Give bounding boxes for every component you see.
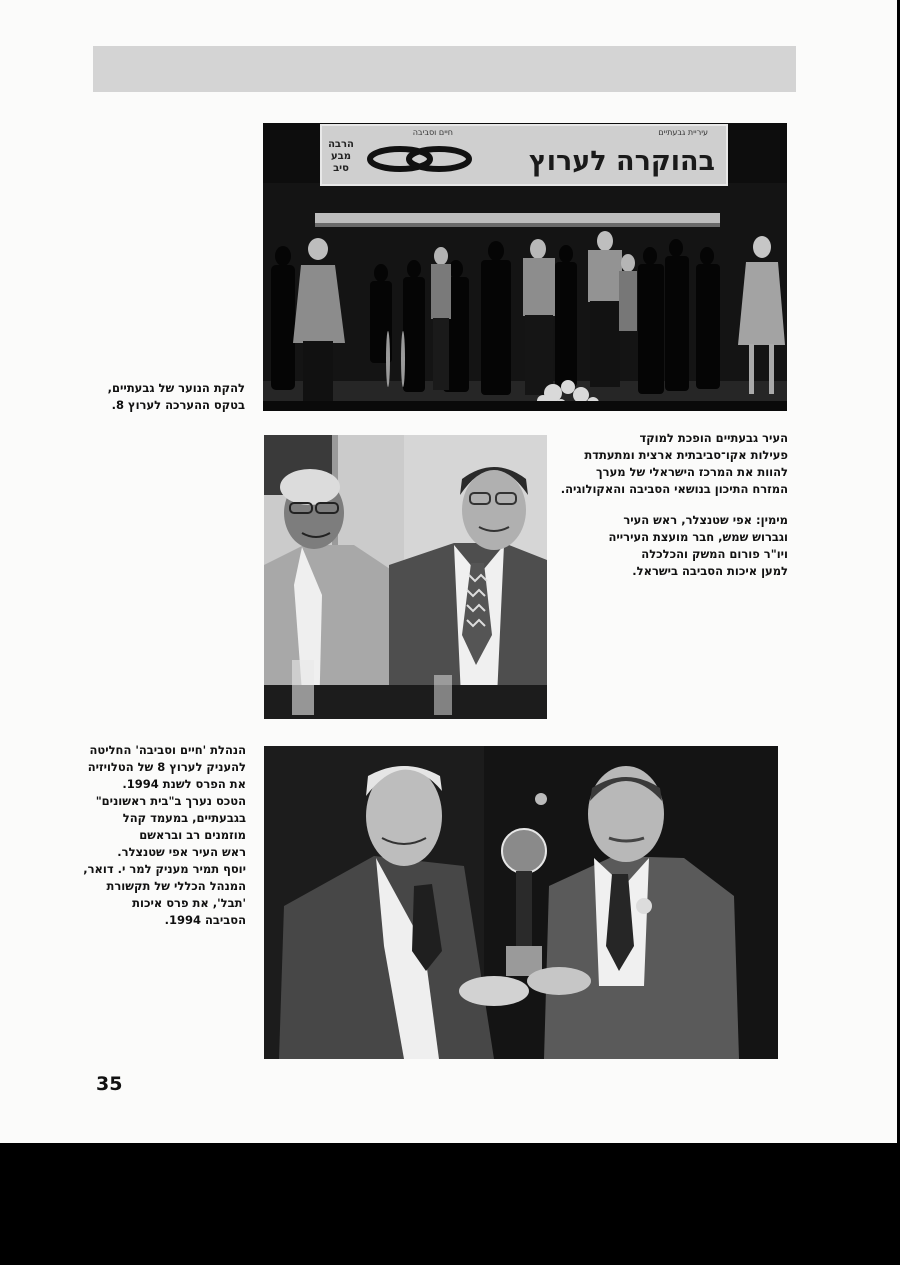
banner-title: בהוקרה לערוץ [528, 146, 715, 177]
page-number: 35 [96, 1073, 123, 1095]
caption-youth-choir: להקת הנוער של גבעתיים, בטקס ההערכה לערוץ 8. [107, 381, 245, 412]
photo-award-ceremony [264, 746, 778, 1059]
caption-award-ceremony: הנהלת 'חיים וסביבה' החליטה להעניק לערוץ 8 של הטלויזיה את הפרס לשנת 1994. הטכס נערך ב"בית ראשונים" בגבעתיים, במעמד קהל מוזמנים רב ובראשם ראש העיר אפי שטנצלר. יוסף תמיר מעניק למר י. דואר, המנהל הכללי של תקשורת 'תבל', את פרס איכות הסביבה 1994. [83, 743, 246, 927]
photo-mayor-and-council-member [264, 435, 547, 719]
caption-gevatayim-center: העיר גבעתיים הופכת למוקד פעילות אקו־סביבתית ארצית ומתעתדת להוות את המרכז הישראלי של מערך המזרח התיכון בנושאי הסביבה והאקולוגיה. [560, 431, 788, 496]
photo-youth-choir [263, 123, 787, 411]
caption-names-from-right: מימין: אפי שטנצלר, ראש העיר וגברוש שמש, חבר מועצת העירייה ויו"ר פורום המשק והכלכלה למען איכות הסביבה בישראל. [608, 513, 788, 578]
banner-small-left: חיים וסביבה [412, 128, 453, 137]
header-band [93, 46, 796, 92]
banner-side-line: הרבה [328, 139, 354, 150]
banner-side-line: מבע [331, 151, 351, 162]
banner-small-right: עיריית גבעתיים [658, 128, 708, 137]
banner-side-line: סיב [333, 163, 349, 174]
